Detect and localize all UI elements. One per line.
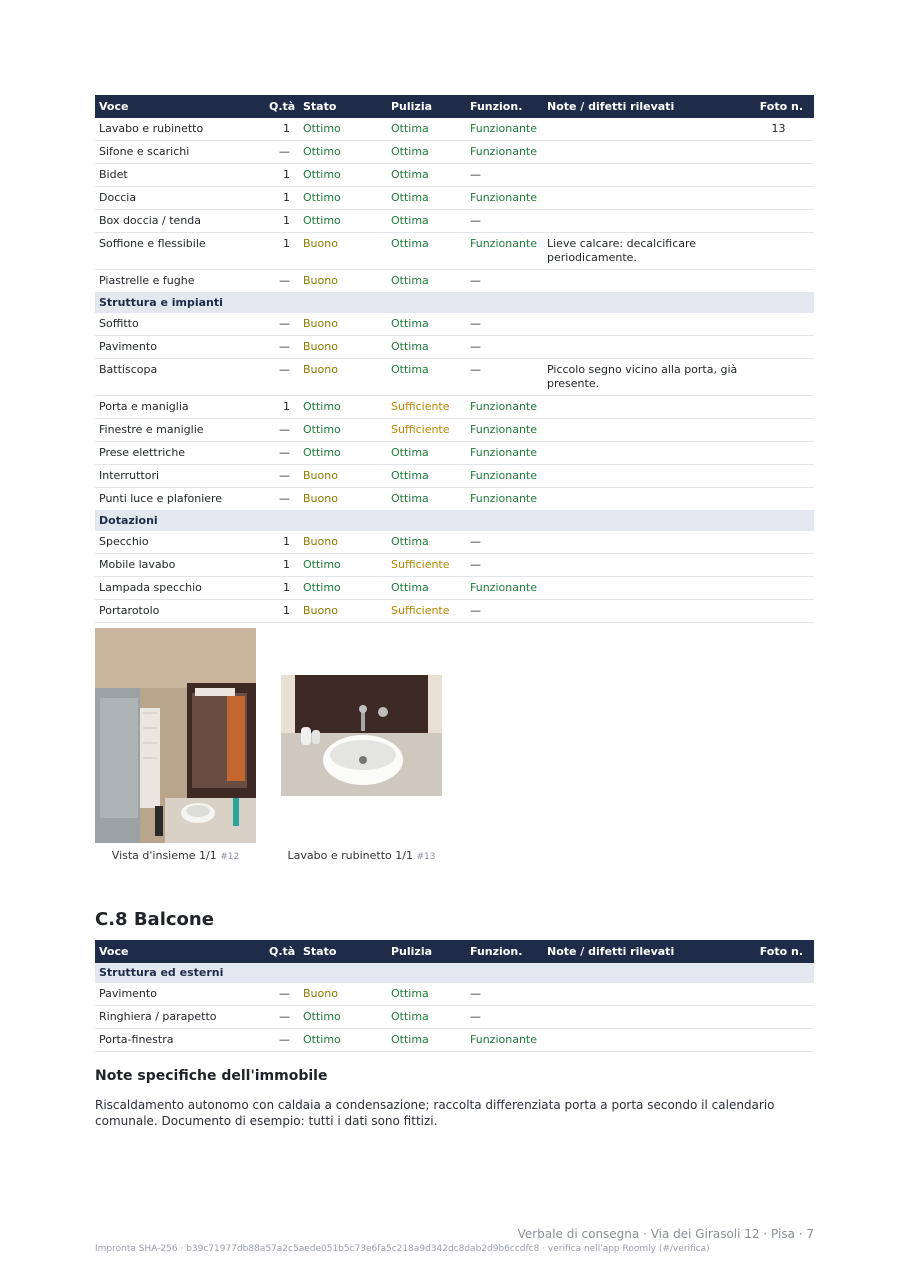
col-note: Note / difetti rilevati (543, 95, 743, 118)
cell-pulizia: Ottima (387, 118, 466, 141)
photo-gallery (95, 623, 814, 873)
cell-stato: Buono (299, 233, 387, 270)
cell-voce: Portarotolo (95, 600, 265, 623)
cell-qta: — (265, 442, 299, 465)
cell-foto (743, 396, 814, 419)
cell-funzion: — (466, 270, 543, 293)
table-row (95, 359, 814, 396)
table-section-row (95, 963, 814, 983)
cell-stato: Buono (299, 336, 387, 359)
table-row (95, 983, 814, 1006)
cell-pulizia: Ottima (387, 187, 466, 210)
bathroom-photo-icon (95, 628, 256, 843)
cell-qta: 1 (265, 600, 299, 623)
cell-note (543, 465, 743, 488)
cell-voce: Mobile lavabo (95, 554, 265, 577)
table-row (95, 313, 814, 336)
cell-stato: Ottimo (299, 419, 387, 442)
cell-stato: Buono (299, 313, 387, 336)
cell-foto (743, 233, 814, 270)
cell-qta: — (265, 488, 299, 511)
cell-qta: — (265, 141, 299, 164)
col-pulizia: Pulizia (387, 95, 466, 118)
cell-note (543, 118, 743, 141)
cell-voce: Soffitto (95, 313, 265, 336)
cell-voce: Prese elettriche (95, 442, 265, 465)
cell-pulizia: Ottima (387, 983, 466, 1006)
cell-funzion: — (466, 531, 543, 554)
cell-note (543, 531, 743, 554)
cell-note (543, 141, 743, 164)
cell-pulizia: Ottima (387, 1029, 466, 1052)
cell-qta: 1 (265, 554, 299, 577)
cell-pulizia: Ottima (387, 270, 466, 293)
cell-stato: Buono (299, 488, 387, 511)
page (95, 95, 814, 873)
cell-funzion: — (466, 164, 543, 187)
col-voce: Voce (95, 95, 265, 118)
cell-foto (743, 210, 814, 233)
cell-qta: 1 (265, 396, 299, 419)
cell-funzion: — (466, 313, 543, 336)
cell-note (543, 396, 743, 419)
cell-pulizia: Ottima (387, 164, 466, 187)
cell-qta: 1 (265, 164, 299, 187)
table-row (95, 600, 814, 623)
cell-pulizia: Ottima (387, 210, 466, 233)
cell-funzion: — (466, 210, 543, 233)
cell-note (543, 336, 743, 359)
col-voce: Voce (95, 940, 265, 963)
cell-voce: Box doccia / tenda (95, 210, 265, 233)
table-header-row (95, 940, 814, 963)
caption-number: #12 (220, 852, 240, 862)
table-section-row (95, 511, 814, 532)
cell-foto (743, 313, 814, 336)
cell-note (543, 1029, 743, 1052)
cell-stato: Buono (299, 983, 387, 1006)
cell-foto (743, 270, 814, 293)
photo-lavabo-rubinetto[interactable] (281, 675, 442, 796)
table-row (95, 396, 814, 419)
cell-funzion: Funzionante (466, 442, 543, 465)
cell-voce: Bidet (95, 164, 265, 187)
cell-pulizia: Ottima (387, 1006, 466, 1029)
cell-voce: Lavabo e rubinetto (95, 118, 265, 141)
caption-text: Lavabo e rubinetto 1/1 (287, 849, 413, 862)
cell-stato: Ottimo (299, 141, 387, 164)
cell-funzion: — (466, 554, 543, 577)
table-row (95, 531, 814, 554)
cell-qta: — (265, 313, 299, 336)
table-row (95, 488, 814, 511)
table-row (95, 1006, 814, 1029)
table-row (95, 210, 814, 233)
cell-voce: Piastrelle e fughe (95, 270, 265, 293)
cell-foto (743, 141, 814, 164)
cell-pulizia: Sufficiente (387, 396, 466, 419)
cell-qta: — (265, 336, 299, 359)
cell-stato: Buono (299, 531, 387, 554)
cell-note (543, 210, 743, 233)
col-pulizia: Pulizia (387, 940, 466, 963)
cell-voce: Punti luce e plafoniere (95, 488, 265, 511)
cell-funzion: — (466, 336, 543, 359)
cell-voce: Ringhiera / parapetto (95, 1006, 265, 1029)
cell-note (543, 554, 743, 577)
col-funzion: Funzion. (466, 95, 543, 118)
cell-qta: 1 (265, 577, 299, 600)
cell-foto (743, 554, 814, 577)
cell-note (543, 1006, 743, 1029)
cell-voce: Interruttori (95, 465, 265, 488)
cell-voce: Specchio (95, 531, 265, 554)
table-row (95, 419, 814, 442)
photo-caption-2 (281, 849, 442, 862)
cell-qta: — (265, 359, 299, 396)
cell-funzion: Funzionante (466, 141, 543, 164)
table-row (95, 336, 814, 359)
footer-hash: Impronta SHA-256 · b39c71977db88a57a2c5aede051b5c73e6fa5c218a9d342dc8dab2d9b6ccdfc8 · verifica nell'app Roomly (#/verifica) (95, 1244, 710, 1254)
cell-foto (743, 1029, 814, 1052)
section-label: Struttura e impianti (95, 293, 814, 314)
cell-voce: Finestre e maniglie (95, 419, 265, 442)
section-label: Struttura ed esterni (95, 963, 814, 983)
cell-foto (743, 359, 814, 396)
cell-stato: Ottimo (299, 1006, 387, 1029)
cell-note (543, 442, 743, 465)
cell-qta: — (265, 983, 299, 1006)
table-row (95, 577, 814, 600)
balcone-table (95, 940, 814, 1052)
col-funzion: Funzion. (466, 940, 543, 963)
cell-pulizia: Sufficiente (387, 419, 466, 442)
sink-photo-icon (281, 675, 442, 796)
cell-pulizia: Ottima (387, 233, 466, 270)
cell-funzion: Funzionante (466, 1029, 543, 1052)
cell-funzion: — (466, 983, 543, 1006)
cell-foto (743, 419, 814, 442)
cell-funzion: Funzionante (466, 465, 543, 488)
col-note: Note / difetti rilevati (543, 940, 743, 963)
note-title: Note specifiche dell'immobile (95, 1068, 328, 1084)
cell-foto (743, 488, 814, 511)
cell-stato: Buono (299, 600, 387, 623)
cell-voce: Doccia (95, 187, 265, 210)
col-foto: Foto n. (743, 95, 814, 118)
cell-funzion: Funzionante (466, 396, 543, 419)
cell-foto (743, 187, 814, 210)
cell-qta: 1 (265, 233, 299, 270)
cell-note (543, 270, 743, 293)
cell-foto (743, 164, 814, 187)
cell-pulizia: Ottima (387, 442, 466, 465)
caption-text: Vista d'insieme 1/1 (111, 849, 217, 862)
cell-qta: — (265, 1006, 299, 1029)
photo-vista-insieme[interactable] (95, 628, 256, 843)
cell-pulizia: Ottima (387, 488, 466, 511)
cell-stato: Ottimo (299, 210, 387, 233)
col-stato: Stato (299, 940, 387, 963)
cell-funzion: Funzionante (466, 118, 543, 141)
cell-note (543, 488, 743, 511)
cell-qta: — (265, 1029, 299, 1052)
col-stato: Stato (299, 95, 387, 118)
cell-stato: Ottimo (299, 118, 387, 141)
cell-funzion: — (466, 359, 543, 396)
table-header-row (95, 95, 814, 118)
cell-voce: Pavimento (95, 336, 265, 359)
cell-foto (743, 600, 814, 623)
cell-funzion: Funzionante (466, 187, 543, 210)
cell-foto (743, 531, 814, 554)
table-row (95, 164, 814, 187)
cell-voce: Sifone e scarichi (95, 141, 265, 164)
cell-funzion: — (466, 600, 543, 623)
cell-pulizia: Sufficiente (387, 600, 466, 623)
cell-note (543, 164, 743, 187)
cell-pulizia: Ottima (387, 141, 466, 164)
table-row (95, 554, 814, 577)
cell-pulizia: Ottima (387, 531, 466, 554)
photo-caption-1 (95, 849, 256, 862)
cell-voce: Lampada specchio (95, 577, 265, 600)
cell-foto (743, 442, 814, 465)
cell-note (543, 983, 743, 1006)
cell-qta: — (265, 270, 299, 293)
cell-stato: Ottimo (299, 396, 387, 419)
table-section-row (95, 293, 814, 314)
cell-foto (743, 465, 814, 488)
cell-pulizia: Ottima (387, 465, 466, 488)
cell-stato: Ottimo (299, 164, 387, 187)
cell-qta: 1 (265, 210, 299, 233)
cell-funzion: Funzionante (466, 419, 543, 442)
cell-pulizia: Ottima (387, 313, 466, 336)
footer-page-info: Verbale di consegna · Via dei Girasoli 12 · Pisa · 7 (517, 1227, 814, 1241)
cell-note (543, 419, 743, 442)
section-title: C.8 Balcone (95, 909, 214, 930)
table-row (95, 141, 814, 164)
cell-voce: Porta e maniglia (95, 396, 265, 419)
cell-stato: Ottimo (299, 1029, 387, 1052)
cell-funzion: Funzionante (466, 577, 543, 600)
cell-foto (743, 983, 814, 1006)
cell-note: Piccolo segno vicino alla porta, già presente. (543, 359, 743, 396)
cell-qta: 1 (265, 118, 299, 141)
cell-foto (743, 336, 814, 359)
cell-funzion: Funzionante (466, 233, 543, 270)
cell-stato: Ottimo (299, 554, 387, 577)
cell-funzion: Funzionante (466, 488, 543, 511)
cell-stato: Ottimo (299, 442, 387, 465)
note-text: Riscaldamento autonomo con caldaia a condensazione; raccolta differenziata porta a porta secondo il calendario comunale. Documento di esempio: tutti i dati sono fittizi. (95, 1098, 775, 1128)
table-row (95, 233, 814, 270)
cell-pulizia: Ottima (387, 336, 466, 359)
table-row (95, 465, 814, 488)
cell-qta: — (265, 465, 299, 488)
cell-voce: Soffione e flessibile (95, 233, 265, 270)
table-row (95, 270, 814, 293)
table-row (95, 187, 814, 210)
cell-stato: Ottimo (299, 577, 387, 600)
cell-pulizia: Ottima (387, 359, 466, 396)
col-qta: Q.tà (265, 95, 299, 118)
col-foto: Foto n. (743, 940, 814, 963)
table-row (95, 1029, 814, 1052)
cell-foto: 13 (743, 118, 814, 141)
cell-pulizia: Ottima (387, 577, 466, 600)
table-row (95, 118, 814, 141)
cell-note (543, 187, 743, 210)
caption-number: #13 (416, 852, 436, 862)
cell-note (543, 600, 743, 623)
cell-note (543, 577, 743, 600)
cell-qta: — (265, 419, 299, 442)
cell-note: Lieve calcare: decalcificare periodicamente. (543, 233, 743, 270)
col-qta: Q.tà (265, 940, 299, 963)
cell-qta: 1 (265, 187, 299, 210)
table-row (95, 442, 814, 465)
cell-stato: Buono (299, 359, 387, 396)
cell-stato: Buono (299, 465, 387, 488)
cell-funzion: — (466, 1006, 543, 1029)
cell-stato: Buono (299, 270, 387, 293)
cell-foto (743, 577, 814, 600)
cell-stato: Ottimo (299, 187, 387, 210)
cell-voce: Battiscopa (95, 359, 265, 396)
cell-voce: Pavimento (95, 983, 265, 1006)
cell-pulizia: Sufficiente (387, 554, 466, 577)
cell-voce: Porta-finestra (95, 1029, 265, 1052)
bagno-table (95, 95, 814, 623)
cell-qta: 1 (265, 531, 299, 554)
cell-foto (743, 1006, 814, 1029)
section-label: Dotazioni (95, 511, 814, 532)
cell-note (543, 313, 743, 336)
